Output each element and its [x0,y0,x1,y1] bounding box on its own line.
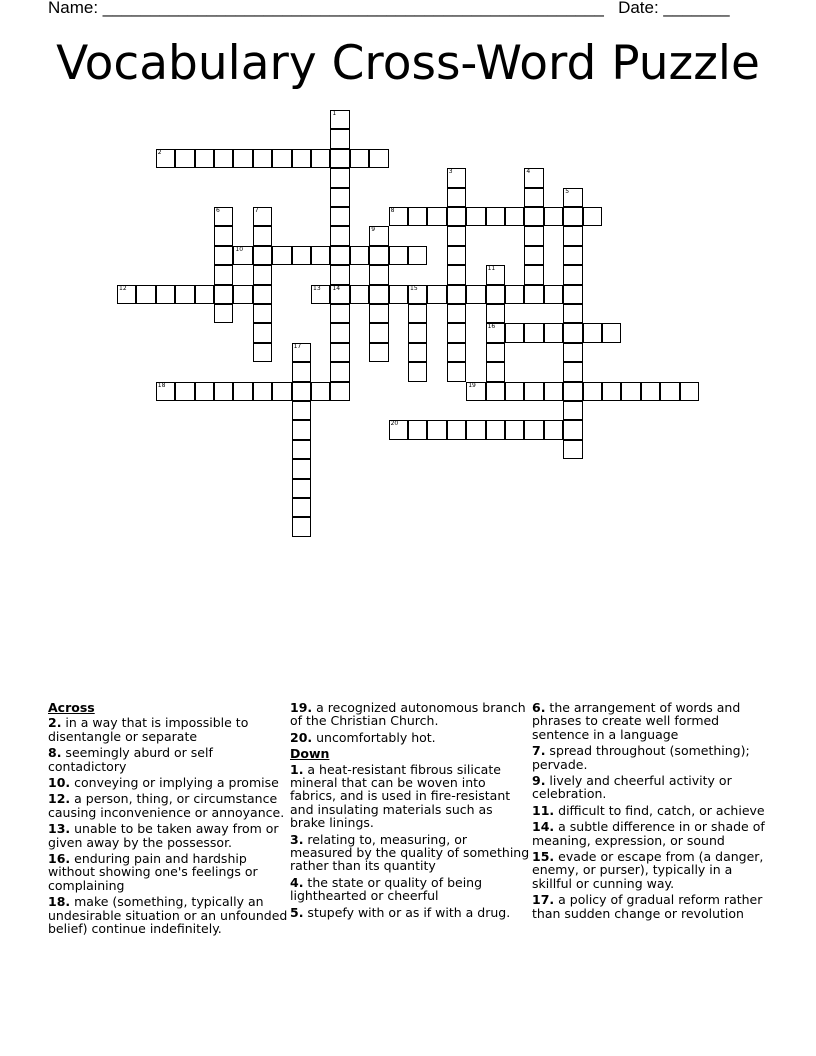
clue-number: 4. [290,874,304,890]
grid-cell[interactable] [175,285,194,304]
grid-cell[interactable] [292,440,311,459]
clue-text: unable to be taken away from or given away by the possessor. [48,821,279,850]
clue-item [48,822,288,849]
clue-text: a person, thing, or circumstance causing inconvenience or annoyance. [48,791,285,820]
cell-number: 2 [157,148,162,156]
grid-cell[interactable] [563,207,582,226]
cell-number: 17 [293,342,302,350]
grid-cell[interactable] [641,382,660,401]
grid-cell[interactable] [583,207,602,226]
clue-number: 17. [532,892,555,908]
grid-cell[interactable] [524,168,543,187]
grid-cell[interactable] [544,382,563,401]
clue-text: in a way that is impossible to disentangle or separate [48,715,249,744]
grid-cell[interactable] [350,149,369,168]
grid-cell[interactable] [214,149,233,168]
grid-cell[interactable] [524,265,543,284]
grid-cell[interactable] [447,420,466,439]
grid-cell[interactable] [408,420,427,439]
grid-cell[interactable] [602,382,621,401]
clue-item [48,852,288,892]
grid-cell[interactable] [447,168,466,187]
cell-number: 1 [332,110,337,117]
clue-number: 18. [48,894,71,910]
clue-text: evade or escape from (a danger, enemy, or purser), typically in a skillful or cunning way. [532,849,764,891]
grid-cell[interactable] [292,362,311,381]
grid-cell[interactable] [447,246,466,265]
clue-text: difficult to find, catch, or achieve [554,802,765,818]
grid-cell[interactable] [233,382,252,401]
clue-item [290,906,530,919]
clue-item [290,701,530,728]
date-label: Date: _______ [618,0,730,17]
grid-cell[interactable] [292,459,311,478]
grid-cell[interactable] [369,265,388,284]
grid-cell[interactable] [524,226,543,245]
grid-cell[interactable] [447,188,466,207]
cell-number: 5 [565,187,570,195]
cell-number: 20 [390,420,399,428]
clue-text: a recognized autonomous branch of the Christian Church. [290,700,526,729]
clue-text: lively and cheerful activity or celebration. [532,773,732,802]
clue-number: 5. [290,904,304,920]
cell-number: 12 [119,284,127,292]
grid-cell[interactable] [330,110,349,129]
grid-cell[interactable] [253,265,272,284]
grid-cell[interactable] [486,362,505,381]
cell-number: 7 [254,207,259,214]
grid-cell[interactable] [389,285,408,304]
grid-cell[interactable] [292,246,311,265]
clue-number: 6. [532,700,546,715]
grid-cell[interactable] [563,323,582,342]
grid-cell[interactable] [447,285,466,304]
cell-number: 4 [526,168,531,176]
grid-cell[interactable] [330,343,349,362]
grid-cell[interactable] [505,382,524,401]
grid-cell[interactable] [602,323,621,342]
grid-cell[interactable] [253,285,272,304]
clue-number: 15. [532,849,555,865]
clue-number: 1. [290,761,304,777]
clue-number: 20. [290,729,313,745]
name-label: Name: _____________________________________________________ [48,0,604,17]
clue-number: 19. [290,700,313,715]
clue-number: 9. [532,773,546,789]
grid-cell[interactable] [330,207,349,226]
grid-cell[interactable] [369,285,388,304]
grid-cell[interactable] [486,382,505,401]
clue-text: the arrangement of words and phrases to create well formed sentence in a language [532,700,741,742]
grid-cell[interactable] [156,149,175,168]
grid-cell[interactable] [253,304,272,323]
clue-text: relating to, measuring, or measured by the quality of something rather than its quantity [290,831,530,874]
grid-cell[interactable] [389,207,408,226]
clue-text: seemingly aburd or self contadictory [48,745,213,774]
grid-cell[interactable] [175,382,194,401]
grid-cell[interactable] [466,382,485,401]
grid-cell[interactable] [505,207,524,226]
grid-cell[interactable] [524,382,543,401]
clue-column-1 [48,701,288,939]
page-title: Vocabulary Cross-Word Puzzle [56,36,760,91]
clue-item [290,731,530,744]
grid-cell[interactable] [272,382,291,401]
grid-cell[interactable] [524,285,543,304]
cell-number: 8 [390,207,395,214]
grid-cell[interactable] [311,382,330,401]
grid-cell[interactable] [486,420,505,439]
grid-cell[interactable] [466,420,485,439]
clue-item [290,763,530,830]
grid-cell[interactable] [330,362,349,381]
grid-cell[interactable] [233,149,252,168]
cell-number: 13 [313,284,321,292]
grid-cell[interactable] [253,207,272,226]
grid-cell[interactable] [563,226,582,245]
grid-cell[interactable] [330,129,349,148]
grid-cell[interactable] [195,149,214,168]
cell-number: 14 [332,284,341,292]
grid-cell[interactable] [524,323,543,342]
grid-cell[interactable] [408,304,427,323]
grid-cell[interactable] [214,226,233,245]
grid-cell[interactable] [621,382,640,401]
grid-cell[interactable] [563,382,582,401]
grid-cell[interactable] [214,265,233,284]
grid-cell[interactable] [292,420,311,439]
grid-cell[interactable] [408,323,427,342]
cell-number: 18 [157,381,166,389]
grid-cell[interactable] [486,304,505,323]
grid-cell[interactable] [350,285,369,304]
grid-cell[interactable] [427,285,446,304]
grid-cell[interactable] [447,343,466,362]
grid-cell[interactable] [292,517,311,536]
grid-cell[interactable] [292,343,311,362]
grid-cell[interactable] [330,226,349,245]
clue-text: enduring pain and hardship without showing one's feelings or complaining [48,851,258,893]
grid-cell[interactable] [253,149,272,168]
grid-cell[interactable] [311,149,330,168]
grid-cell[interactable] [369,343,388,362]
grid-cell[interactable] [292,479,311,498]
grid-cell[interactable] [563,420,582,439]
clue-column-2 [290,701,530,922]
grid-cell[interactable] [350,246,369,265]
clue-number: 10. [48,775,71,791]
clue-item [290,833,530,873]
grid-cell[interactable] [524,246,543,265]
grid-cell[interactable] [156,382,175,401]
cell-number: 16 [487,323,496,331]
clue-item [48,895,288,935]
grid-cell[interactable] [195,285,214,304]
clue-number: 8. [48,745,62,761]
grid-cell[interactable] [408,343,427,362]
grid-cell[interactable] [330,382,349,401]
clue-number: 14. [532,819,555,835]
clue-number: 2. [48,715,62,731]
grid-cell[interactable] [214,207,233,226]
grid-cell[interactable] [369,226,388,245]
grid-cell[interactable] [233,246,252,265]
clue-text: a heat-resistant fibrous silicate mineral that can be woven into fabrics, and is used in fire-resistant and insulating materials such as brake linings. [290,761,511,831]
clue-item [532,820,772,847]
grid-cell[interactable] [544,420,563,439]
grid-cell[interactable] [544,285,563,304]
grid-cell[interactable] [272,149,291,168]
clue-item [532,850,772,890]
grid-cell[interactable] [563,440,582,459]
cell-number: 11 [487,265,496,273]
grid-cell[interactable] [292,382,311,401]
grid-cell[interactable] [330,188,349,207]
grid-cell[interactable] [408,246,427,265]
cell-number: 15 [410,284,418,292]
grid-cell[interactable] [253,246,272,265]
grid-cell[interactable] [505,323,524,342]
grid-cell[interactable] [563,343,582,362]
grid-cell[interactable] [583,382,602,401]
clue-text: uncomfortably hot. [312,729,436,745]
cell-number: 9 [371,226,376,234]
clue-number: 13. [48,821,71,837]
grid-cell[interactable] [311,285,330,304]
grid-cell[interactable] [408,285,427,304]
clue-item [532,744,772,771]
grid-cell[interactable] [292,149,311,168]
clue-number: 11. [532,802,555,818]
grid-cell[interactable] [447,323,466,342]
cell-number: 3 [448,168,453,176]
grid-cell[interactable] [563,285,582,304]
grid-cell[interactable] [253,343,272,362]
grid-cell[interactable] [524,207,543,226]
across-heading: Across [48,700,95,715]
grid-cell[interactable] [563,304,582,323]
clue-text: the state or quality of being lighthearted or cheerful [290,874,483,904]
down-heading: Down [290,746,330,762]
grid-cell[interactable] [369,246,388,265]
grid-cell[interactable] [505,420,524,439]
grid-cell[interactable] [330,285,349,304]
clue-text: make (something, typically an undesirable situation or an unfounded belief) continue indefinitely. [48,894,288,937]
grid-cell[interactable] [486,207,505,226]
clue-item [48,716,288,743]
grid-cell[interactable] [544,323,563,342]
grid-cell[interactable] [466,285,485,304]
grid-cell[interactable] [486,343,505,362]
grid-cell[interactable] [563,246,582,265]
clue-text: a policy of gradual reform rather than sudden change or revolution [532,892,763,921]
grid-cell[interactable] [330,168,349,187]
grid-cell[interactable] [253,226,272,245]
clue-number: 12. [48,791,71,807]
grid-cell[interactable] [389,420,408,439]
grid-cell[interactable] [447,207,466,226]
grid-cell[interactable] [156,285,175,304]
clue-item [48,792,288,819]
grid-cell[interactable] [233,285,252,304]
grid-cell[interactable] [214,382,233,401]
grid-cell[interactable] [330,149,349,168]
grid-cell[interactable] [447,362,466,381]
clue-number: 7. [532,743,546,759]
grid-cell[interactable] [427,420,446,439]
grid-cell[interactable] [447,226,466,245]
grid-cell[interactable] [253,323,272,342]
grid-cell[interactable] [369,149,388,168]
grid-cell[interactable] [292,498,311,517]
grid-cell[interactable] [680,382,699,401]
grid-cell[interactable] [369,304,388,323]
grid-cell[interactable] [214,246,233,265]
cell-number: 19 [468,381,476,389]
clue-item [290,876,530,903]
clue-text: stupefy with or as if with a drug. [303,904,511,920]
grid-cell[interactable] [563,401,582,420]
grid-cell[interactable] [292,401,311,420]
grid-cell[interactable] [369,323,388,342]
grid-cell[interactable] [253,382,272,401]
grid-cell[interactable] [175,149,194,168]
clue-item [48,746,288,773]
grid-cell[interactable] [486,285,505,304]
clue-item [532,701,772,741]
clue-column-3 [532,701,772,923]
grid-cell[interactable] [563,362,582,381]
grid-cell[interactable] [524,188,543,207]
grid-cell[interactable] [524,420,543,439]
grid-cell[interactable] [117,285,136,304]
cell-number: 10 [235,245,244,253]
grid-cell[interactable] [447,265,466,284]
grid-cell[interactable] [447,304,466,323]
grid-cell[interactable] [330,246,349,265]
grid-cell[interactable] [330,323,349,342]
clue-text: conveying or implying a promise [70,775,279,791]
grid-cell[interactable] [408,207,427,226]
grid-cell[interactable] [389,246,408,265]
grid-cell[interactable] [583,323,602,342]
grid-cell[interactable] [427,207,446,226]
clue-item [532,893,772,920]
grid-cell[interactable] [214,304,233,323]
grid-cell[interactable] [408,362,427,381]
grid-cell[interactable] [486,265,505,284]
grid-cell[interactable] [505,285,524,304]
grid-cell[interactable] [136,285,155,304]
grid-cell[interactable] [563,265,582,284]
cell-number: 6 [216,207,220,214]
clue-item [532,774,772,801]
grid-cell[interactable] [330,265,349,284]
grid-cell[interactable] [195,382,214,401]
clue-text: spread throughout (something); pervade. [532,743,750,772]
clue-item [532,804,772,817]
grid-cell[interactable] [563,188,582,207]
clue-number: 16. [48,851,71,867]
clue-number: 3. [290,831,304,847]
grid-cell[interactable] [311,246,330,265]
grid-cell[interactable] [660,382,679,401]
grid-cell[interactable] [272,246,291,265]
grid-cell[interactable] [466,207,485,226]
grid-cell[interactable] [330,304,349,323]
grid-cell[interactable] [214,285,233,304]
grid-cell[interactable] [544,207,563,226]
grid-cell[interactable] [486,323,505,342]
clue-text: a subtle difference in or shade of meaning, expression, or sound [532,819,765,848]
clue-item [48,776,288,789]
